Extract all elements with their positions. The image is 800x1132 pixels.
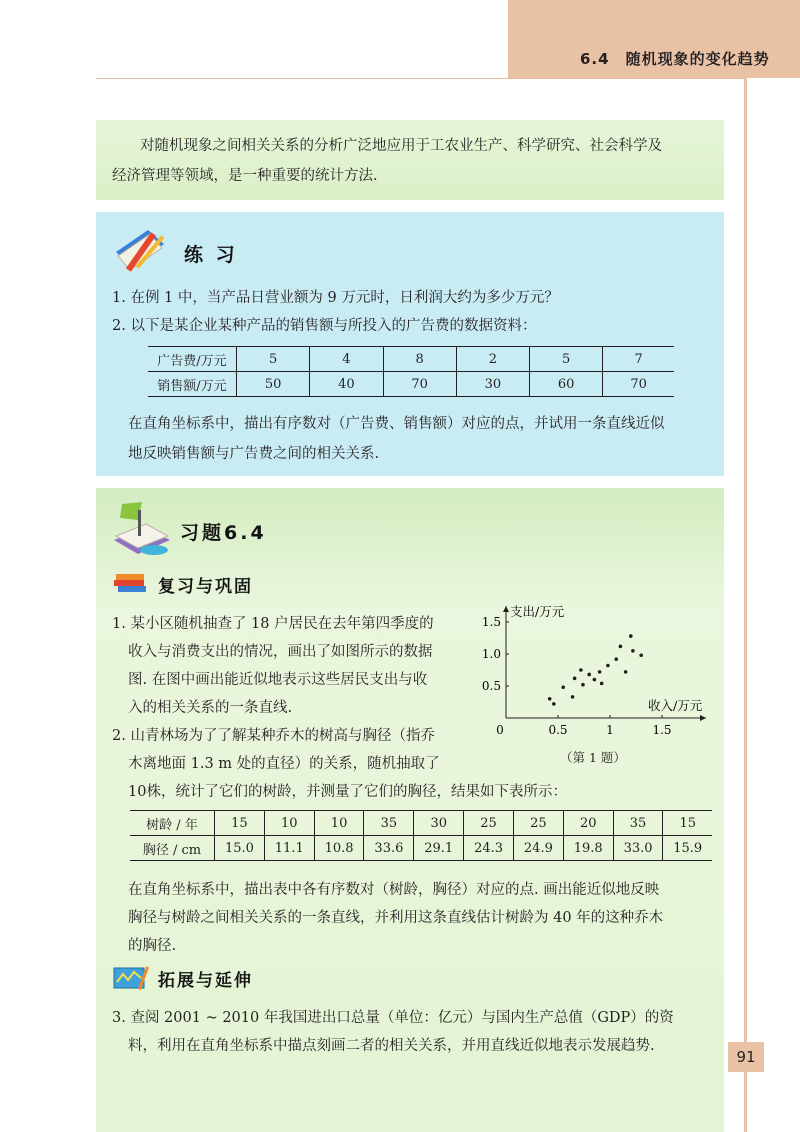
p3-line-1: 3. 查阅 2001 ~ 2010 年我国进出口总量（单位：亿元）与国内生产总值（GDP）的资 — [112, 1010, 674, 1026]
table-row — [130, 811, 712, 836]
exercise-q2: 2. 以下是某企业某种产品的销售额与所投入的广告费的数据资料： — [112, 318, 537, 334]
table-cell: 24.9 — [513, 836, 563, 861]
table-cell: 30 — [414, 811, 464, 836]
p1-line-3: 图. 在图中画出能近似地表示这些居民支出与收 — [128, 672, 428, 688]
scatter-chart — [472, 600, 716, 760]
p1-line-1: 1. 某小区随机抽查了 18 户居民在去年第四季度的 — [112, 616, 434, 632]
p2-line-1: 2. 山青林场为了了解某种乔木的树高与胸径（指乔 — [112, 728, 435, 744]
table-cell: 70 — [383, 372, 456, 397]
lamp-book-icon — [108, 496, 176, 558]
table-cell: 15 — [215, 811, 265, 836]
exercise-after-2: 地反映销售额与广告费之间的相关关系. — [128, 446, 380, 462]
scatter-point — [581, 683, 585, 687]
p2-after-2: 胸径与树龄之间相关关系的一条直线，并利用这条直线估计树龄为 40 年的这种乔木 — [128, 910, 664, 926]
y-tick-label: 1.0 — [481, 647, 501, 661]
chart-board-icon — [112, 964, 152, 992]
table-cell: 35 — [364, 811, 414, 836]
p1-line-2: 收入与消费支出的情况，画出了如图所示的数据 — [128, 644, 433, 660]
review-title: 复习与巩固 — [158, 577, 253, 597]
scatter-point — [552, 702, 556, 706]
table-row-label: 树龄 / 年 — [130, 811, 215, 836]
table-cell: 29.1 — [414, 836, 464, 861]
scatter-point — [631, 649, 635, 653]
p1-line-4: 入的相关关系的一条直线. — [128, 700, 293, 716]
x-tick-label: 1.5 — [652, 723, 672, 737]
table-row — [148, 347, 674, 372]
table-cell: 40 — [310, 372, 383, 397]
scatter-point — [639, 653, 643, 657]
scatter-point — [606, 664, 610, 668]
table-cell: 20 — [563, 811, 613, 836]
p2-line-2: 木离地面 1.3 m 处的直径）的关系，随机抽取了 — [128, 756, 440, 772]
homework-title: 习题6.4 — [180, 522, 267, 544]
scatter-point — [600, 682, 604, 686]
x-axis-label: 收入/万元 — [648, 698, 703, 713]
page-number: 91 — [728, 1042, 764, 1072]
p3-line-2: 料，利用在直角坐标系中描点刻画二者的相关关系，并用直线近似地表示发展趋势. — [128, 1038, 655, 1054]
scatter-point — [629, 634, 633, 638]
exercise-icon — [108, 222, 172, 278]
table-cell: 10 — [314, 811, 364, 836]
section-title: 6.4 随机现象的变化趋势 — [580, 50, 770, 68]
x-tick-label: 0 — [496, 723, 504, 737]
table-cell: 10 — [264, 811, 314, 836]
tree-table — [130, 810, 712, 861]
exercise-title: 练 习 — [184, 244, 238, 266]
chart-caption: （第 1 题） — [560, 750, 626, 765]
margin-rule — [744, 78, 747, 1132]
x-tick-label: 1 — [606, 723, 614, 737]
table-cell: 35 — [613, 811, 663, 836]
table-cell: 25 — [513, 811, 563, 836]
table-cell: 4 — [310, 347, 383, 372]
table-cell: 60 — [530, 372, 603, 397]
table-cell: 11.1 — [264, 836, 314, 861]
table-row — [148, 372, 674, 397]
exercise-q1: 1. 在例 1 中，当产品日营业额为 9 万元时，日利润大约为多少万元？ — [112, 290, 559, 306]
books-icon — [112, 570, 152, 596]
scatter-point — [619, 645, 623, 649]
table-cell: 70 — [603, 372, 674, 397]
y-tick-label: 1.5 — [481, 615, 501, 629]
table-cell: 2 — [456, 347, 529, 372]
scatter-point — [593, 678, 597, 682]
intro-line-1: 对随机现象之间相关关系的分析广泛地应用于工农业生产、科学研究、社会科学及 — [140, 138, 662, 154]
table-cell: 50 — [237, 372, 310, 397]
scatter-point — [614, 657, 618, 661]
extend-title: 拓展与延伸 — [158, 971, 253, 991]
ad-sales-table — [148, 346, 674, 397]
table-cell: 5 — [530, 347, 603, 372]
table-cell: 8 — [383, 347, 456, 372]
scatter-point — [587, 673, 591, 677]
x-tick-label: 0.5 — [548, 723, 568, 737]
table-row-label: 广告费/万元 — [148, 347, 237, 372]
table-cell: 7 — [603, 347, 674, 372]
scatter-point — [573, 677, 577, 681]
scatter-point — [571, 695, 575, 699]
table-cell: 19.8 — [563, 836, 613, 861]
table-row-label: 销售额/万元 — [148, 372, 237, 397]
table-cell: 33.0 — [613, 836, 663, 861]
y-axis-label: 支出/万元 — [510, 604, 565, 619]
table-row — [130, 836, 712, 861]
intro-line-2: 经济管理等领域，是一种重要的统计方法. — [112, 168, 378, 184]
scatter-point — [561, 685, 565, 689]
table-cell: 10.8 — [314, 836, 364, 861]
table-row-label: 胸径 / cm — [130, 836, 215, 861]
table-cell: 33.6 — [364, 836, 414, 861]
y-tick-label: 0.5 — [481, 679, 501, 693]
scatter-point — [579, 668, 583, 672]
scatter-point — [624, 670, 628, 674]
table-cell: 30 — [456, 372, 529, 397]
table-cell: 15 — [663, 811, 712, 836]
table-cell: 15.0 — [215, 836, 265, 861]
p2-line-3: 10株，统计了它们的树龄，并测量了它们的胸径，结果如下表所示： — [128, 784, 567, 800]
exercise-after-1: 在直角坐标系中，描出有序数对（广告费、销售额）对应的点，并试用一条直线近似 — [128, 416, 665, 432]
scatter-point — [548, 697, 552, 701]
table-cell: 15.9 — [663, 836, 712, 861]
table-cell: 24.3 — [464, 836, 514, 861]
header-rule — [96, 78, 744, 79]
intro-box — [96, 120, 724, 200]
table-cell: 5 — [237, 347, 310, 372]
p2-after-1: 在直角坐标系中，描出表中各有序数对（树龄，胸径）对应的点. 画出能近似地反映 — [128, 882, 660, 898]
p2-after-3: 的胸径. — [128, 938, 177, 954]
scatter-point — [598, 670, 602, 674]
table-cell: 25 — [464, 811, 514, 836]
